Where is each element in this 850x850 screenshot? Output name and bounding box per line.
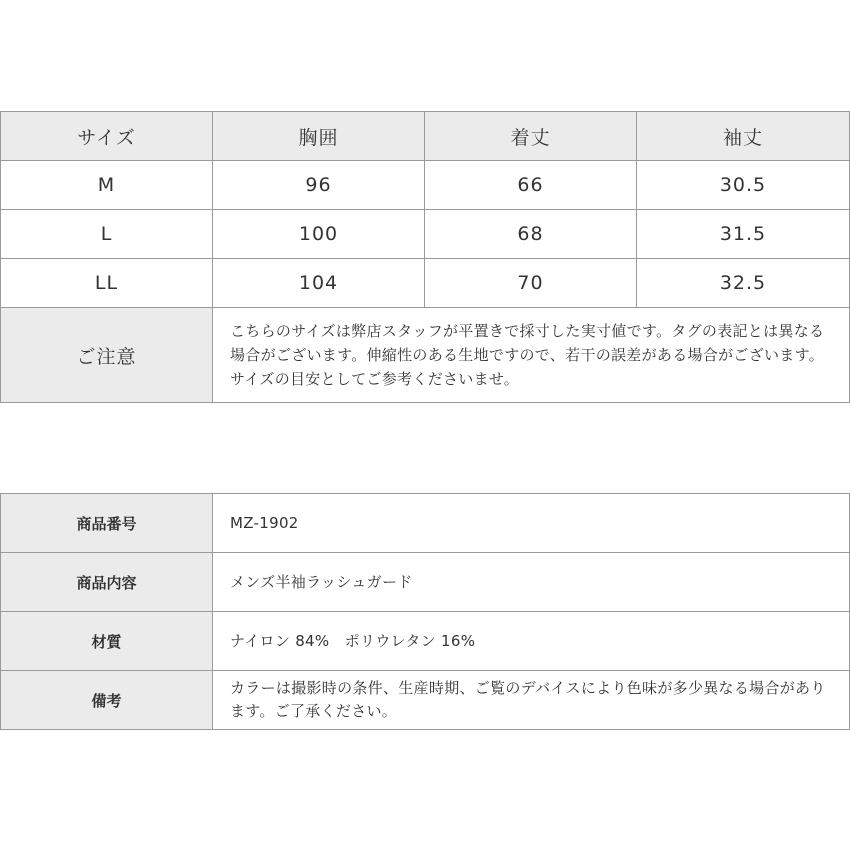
size-header-size: サイズ [1,112,213,161]
spec-table [0,493,850,730]
size-note-row [1,308,850,403]
size-cell-chest: 104 [213,259,425,308]
size-cell-sleeve: 30.5 [637,161,850,210]
size-cell-label: L [1,210,213,259]
spec-value-product-content: メンズ半袖ラッシュガード [213,553,850,612]
spec-row-product-number [1,494,850,553]
size-table [0,111,850,403]
spec-row-product-content [1,553,850,612]
spec-label-product-content: 商品内容 [1,553,213,612]
size-row-ll [1,259,850,308]
size-header-chest: 胸囲 [213,112,425,161]
spec-label-product-number: 商品番号 [1,494,213,553]
size-note-label: ご注意 [1,308,213,403]
spec-value-remarks: カラーは撮影時の条件、生産時期、ご覧のデバイスにより色味が多少異なる場合があります。ご了承ください。 [213,671,850,730]
spec-value-material: ナイロン 84% ポリウレタン 16% [213,612,850,671]
size-table-header-row [1,112,850,161]
size-note-text: こちらのサイズは弊店スタッフが平置きで採寸した実寸値です。タグの表記とは異なる場合がございます。伸縮性のある生地ですので、若干の誤差がある場合がございます。サイズの目安としてご参考くださいませ。 [213,308,850,403]
size-cell-chest: 100 [213,210,425,259]
spec-label-material: 材質 [1,612,213,671]
size-cell-length: 70 [425,259,637,308]
size-cell-length: 66 [425,161,637,210]
spec-value-product-number: MZ-1902 [213,494,850,553]
spec-row-material [1,612,850,671]
size-cell-sleeve: 32.5 [637,259,850,308]
size-row-m [1,161,850,210]
size-cell-chest: 96 [213,161,425,210]
size-cell-label: M [1,161,213,210]
size-row-l [1,210,850,259]
spec-label-remarks: 備考 [1,671,213,730]
size-cell-length: 68 [425,210,637,259]
size-cell-label: LL [1,259,213,308]
spec-row-remarks [1,671,850,730]
size-header-length: 着丈 [425,112,637,161]
size-header-sleeve: 袖丈 [637,112,850,161]
size-cell-sleeve: 31.5 [637,210,850,259]
